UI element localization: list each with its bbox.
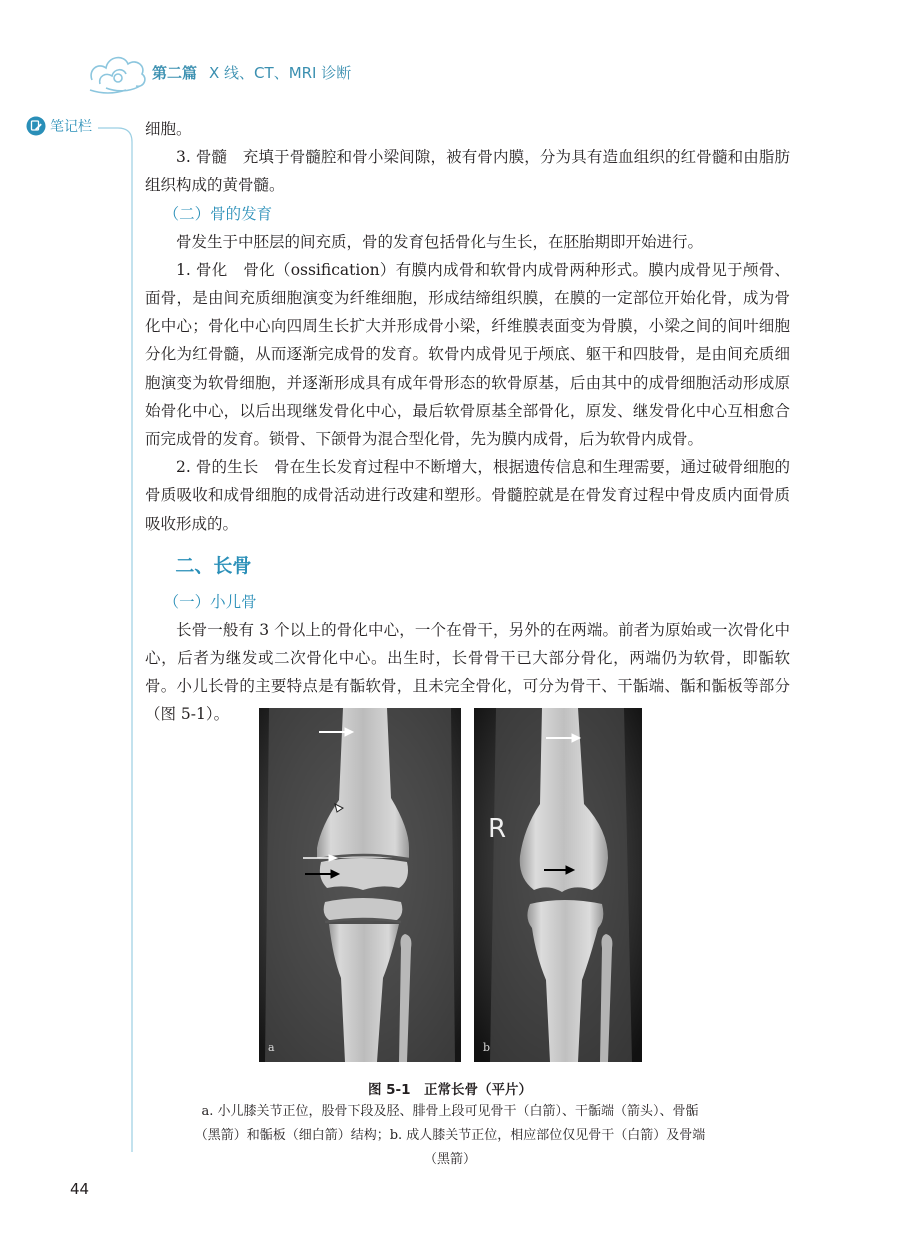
notes-label: 笔记栏 — [50, 119, 92, 135]
notes-margin-line — [0, 0, 140, 1160]
paragraph-child-bone: 长骨一般有 3 个以上的骨化中心，一个在骨干，另外的在两端。前者为原始或一次骨化中心，后者为继发或二次骨化中心。出生时，长骨骨干已大部分骨化，两端仍为软骨，即骺软骨。小儿长骨的主要特点是有骺软骨，且未完全骨化，可分为骨干、干骺端、骺和骺板等部分（图 5-1）。 — [145, 620, 790, 724]
header-title — [152, 62, 351, 83]
knee-xray-adult-image — [474, 708, 642, 1062]
header-chapter: X 线、CT、MRI 诊断 — [209, 64, 352, 82]
section-heading-long-bone: 二、长骨 — [175, 554, 252, 577]
subheading-bone-development: （二）骨的发育 — [163, 204, 273, 223]
paragraph-cont: 细胞。 — [145, 120, 192, 138]
figure-caption-title: 图 5-1 正常长骨（平片） — [367, 1082, 533, 1098]
notes-pen-icon — [26, 116, 46, 136]
side-marker-r: R — [488, 814, 507, 844]
xray-panel-a — [259, 708, 461, 1062]
paragraph-development-intro: 骨发生于中胚层的间充质，骨的发育包括骨化与生长，在胚胎期即开始进行。 — [176, 232, 704, 251]
page-number: 44 — [70, 1180, 90, 1198]
panel-a-label: a — [268, 1041, 275, 1054]
knee-xray-child-image — [259, 708, 461, 1062]
figure-caption-text: a. 小儿膝关节正位，股骨下段及胫、腓骨上段可见骨干（白箭）、干骺端（箭头）、骨骺（黑箭）和骺板（细白箭）结构；b. 成人膝关节正位，相应部位仅见骨干（白箭）及骨端（黑箭） — [194, 1104, 706, 1167]
body-text — [145, 115, 790, 729]
paragraph-bone-growth: 2. 骨的生长 骨在生长发育过程中不断增大，根据遗传信息和生理需要，通过破骨细胞的骨质吸收和成骨细胞的成骨活动进行改建和塑形。骨髓腔就是在骨发育过程中骨皮质内面骨质吸收形成的。 — [145, 458, 790, 533]
xray-panel-b — [474, 708, 642, 1062]
paragraph-ossification: 1. 骨化 骨化（ossification）有膜内成骨和软骨内成骨两种形式。膜内成骨见于颅骨、面骨，是由间充质细胞演变为纤维细胞，形成结缔组织膜，在膜的一定部位开始化骨，成为骨化中心；骨化中心向四周生长扩大并形成骨小梁，纤维膜表面变为骨膜，小梁之间的间叶细胞分化为红骨髓，从而逐渐完成骨的发育。软骨内成骨见于颅底、躯干和四肢骨，是由间充质细胞演变为软骨细胞，并逐渐形成具有成年骨形态的软骨原基，后由其中的成骨细胞活动形成原始骨化中心，以后出现继发骨化中心，最后软骨原基全部骨化，原发、继发骨化中心互相愈合而完成骨的发育。锁骨、下颌骨为混合型化骨，先为膜内成骨，后为软骨内成骨。 — [145, 260, 790, 449]
paragraph-bone-marrow: 3. 骨髓 充填于骨髓腔和骨小梁间隙，被有骨内膜，分为具有造血组织的红骨髓和由脂肪组织构成的黄骨髓。 — [145, 148, 790, 195]
notes-column-label — [26, 114, 92, 138]
header-part: 第二篇 — [152, 64, 198, 82]
subheading-child-bone: （一）小儿骨 — [163, 592, 257, 611]
panel-b-label: b — [483, 1041, 491, 1054]
